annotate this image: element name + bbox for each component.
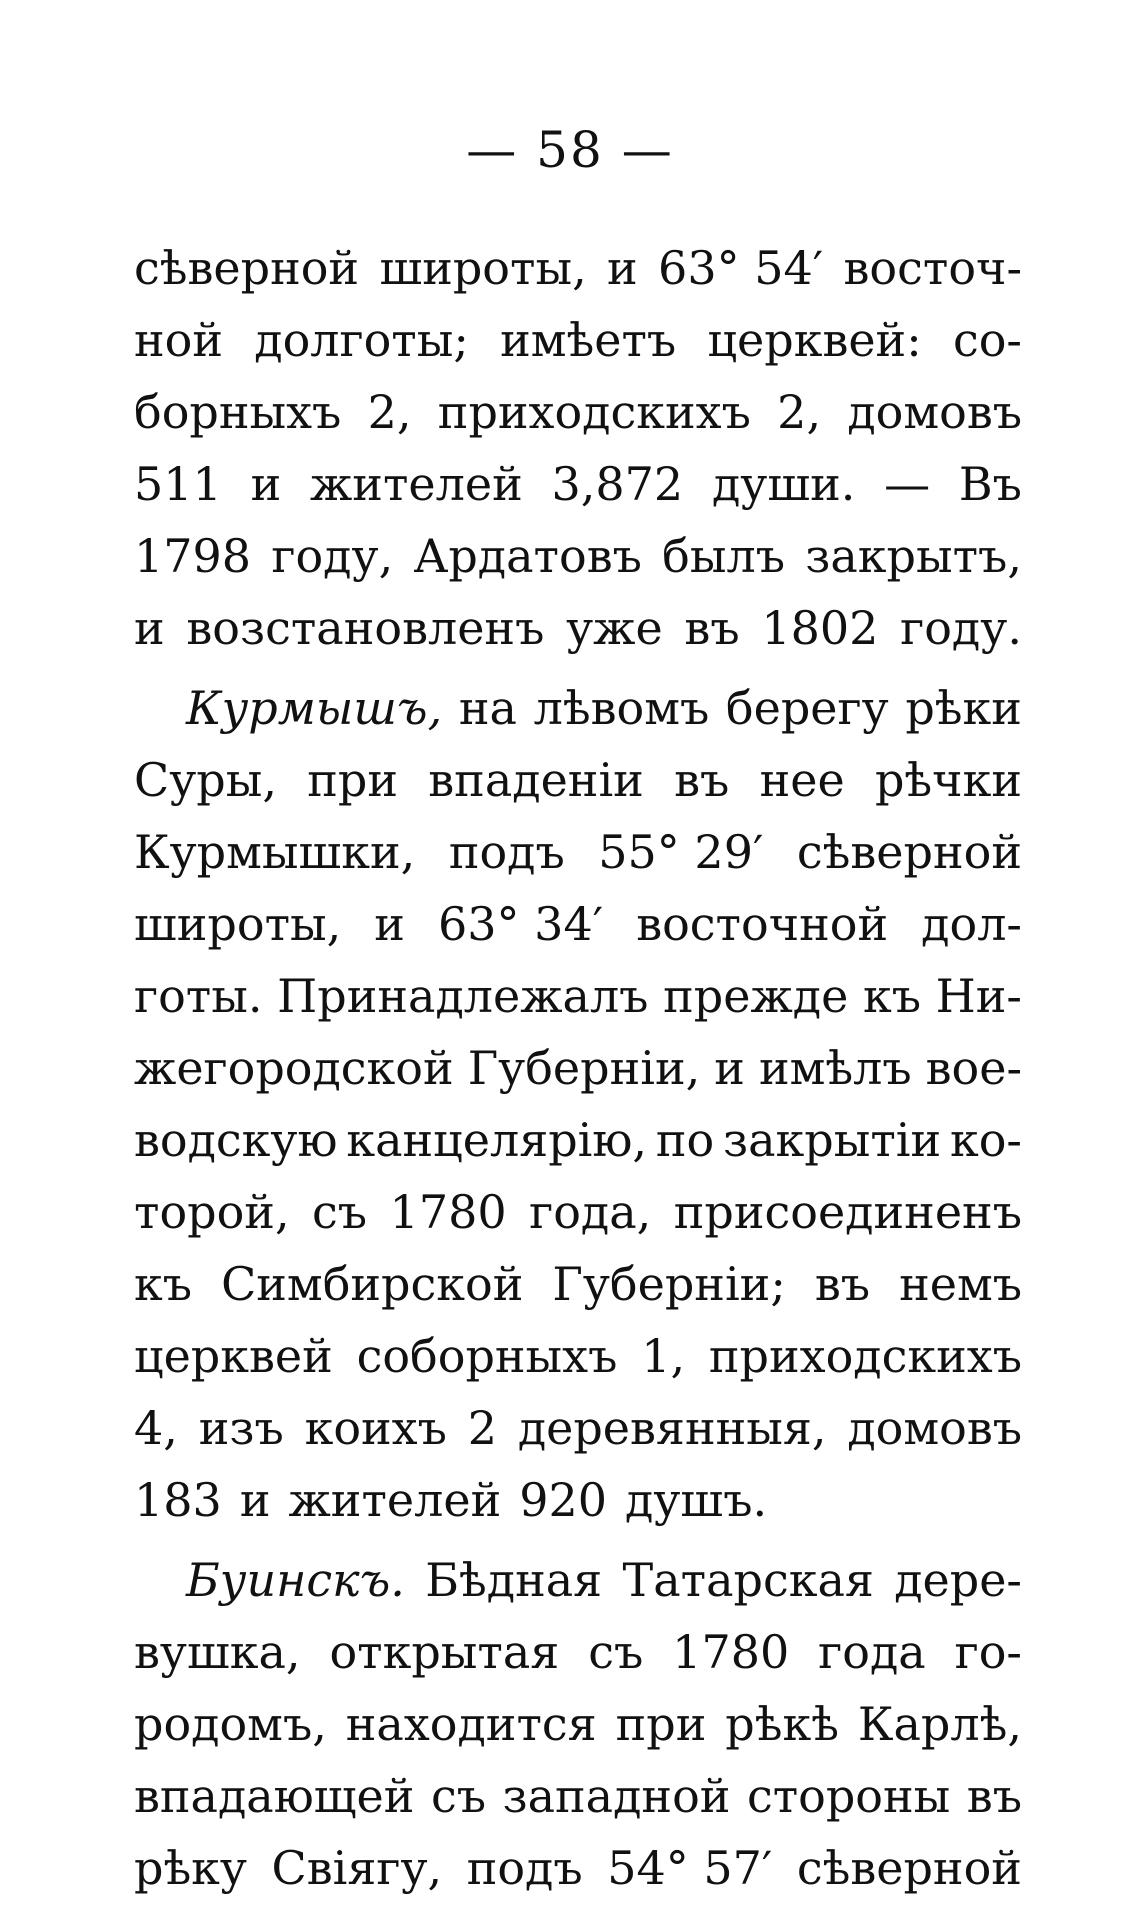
word: водскую	[134, 1113, 338, 1167]
word: впадающей	[134, 1769, 415, 1823]
word: —	[884, 457, 931, 511]
text-line	[134, 448, 1022, 520]
heading-word: Курмышъ,	[186, 681, 443, 735]
word: впаденіи	[428, 753, 644, 807]
text-line	[134, 1248, 1022, 1320]
word: 3,872	[551, 457, 684, 511]
word: находится	[345, 1697, 597, 1751]
word: Ардатовъ	[413, 529, 642, 583]
paragraph-gap	[134, 664, 1022, 672]
word: 920	[519, 1473, 608, 1527]
word: прежде	[663, 969, 849, 1023]
word: Свіягу,	[271, 1841, 443, 1895]
text-line	[134, 1616, 1022, 1688]
text-line	[134, 1320, 1022, 1392]
word: приходскихъ	[708, 1329, 1022, 1383]
text-line	[134, 816, 1022, 888]
word: долготы;	[254, 313, 469, 367]
text-line	[134, 1688, 1022, 1760]
word: года	[818, 1625, 926, 1679]
text-line	[134, 1392, 1022, 1464]
text-line	[134, 1032, 1022, 1104]
word: ной	[134, 313, 224, 367]
word: въ	[814, 1257, 871, 1311]
word: соборныхъ	[356, 1329, 618, 1383]
word: западной	[502, 1769, 731, 1823]
word: подъ	[448, 825, 565, 879]
word: борныхъ	[134, 385, 342, 439]
word: Губерніи;	[552, 1257, 786, 1311]
text-line	[134, 1104, 1022, 1176]
word: 511	[134, 457, 222, 511]
word: 63° 34′	[438, 897, 604, 951]
word: имѣетъ	[500, 313, 677, 367]
word: берегу	[725, 681, 889, 735]
word: закрытъ,	[805, 529, 1022, 583]
word: родомъ,	[134, 1697, 327, 1751]
word: Карлѣ,	[857, 1697, 1022, 1751]
word: года,	[529, 1185, 652, 1239]
word: и	[374, 897, 405, 951]
word: Ни-	[935, 969, 1022, 1023]
word: домовъ	[847, 385, 1022, 439]
text-line	[134, 1544, 1022, 1616]
word: году,	[271, 529, 394, 583]
word: нее	[759, 753, 845, 807]
word: Татарская	[622, 1553, 874, 1607]
word: жегородской	[134, 1041, 454, 1095]
word: 1780	[389, 1185, 507, 1239]
word: при	[307, 753, 398, 807]
word: и	[239, 1473, 271, 1527]
word: рѣчки	[874, 753, 1022, 807]
word: рѣкѣ	[725, 1697, 839, 1751]
word: дере-	[894, 1553, 1022, 1607]
page-number: — 58 —	[466, 121, 674, 179]
word: и	[134, 601, 165, 655]
word: въ	[674, 753, 730, 807]
word: вое-	[925, 1041, 1022, 1095]
word: 183	[134, 1473, 222, 1527]
word: широты,	[379, 241, 587, 295]
word: восточной	[636, 897, 889, 951]
word: 4,	[134, 1401, 178, 1455]
word: душъ.	[625, 1473, 768, 1527]
word: рѣки	[905, 681, 1022, 735]
word: и	[250, 457, 282, 511]
word: былъ	[662, 529, 785, 583]
word: присоединенъ	[673, 1185, 1022, 1239]
text-line	[134, 888, 1022, 960]
word: Курмышки,	[134, 825, 416, 879]
word: 55° 29′	[598, 825, 764, 879]
word: имѣлъ	[758, 1041, 912, 1095]
word: подъ	[466, 1841, 583, 1895]
word: сѣверной	[796, 1841, 1022, 1895]
word: готы.	[134, 969, 263, 1023]
word: изъ	[198, 1401, 284, 1455]
text-line	[134, 1760, 1022, 1832]
word: ко-	[949, 1113, 1022, 1167]
word: Въ	[958, 457, 1022, 511]
word: уже	[566, 601, 663, 655]
word: и	[714, 1041, 745, 1095]
word: Бѣдная	[425, 1553, 603, 1607]
word: канцелярію,	[346, 1113, 648, 1167]
body-text	[134, 232, 1022, 1904]
word: со-	[952, 313, 1022, 367]
word: Губерніи,	[467, 1041, 701, 1095]
word: въ	[966, 1769, 1022, 1823]
word: немъ	[899, 1257, 1022, 1311]
word: 1802	[761, 601, 879, 655]
word: домовъ	[847, 1401, 1022, 1455]
word: дол-	[921, 897, 1022, 951]
text-line	[134, 520, 1022, 592]
paragraph	[134, 232, 1022, 664]
word: вушка,	[134, 1625, 301, 1679]
text-line	[134, 1832, 1022, 1904]
text-line	[134, 1464, 1022, 1536]
word: стороны	[746, 1769, 951, 1823]
word: 2,	[367, 385, 412, 439]
word: 2,	[777, 385, 822, 439]
word: открытая	[329, 1625, 560, 1679]
word: въ	[684, 601, 740, 655]
word: 54° 57′	[607, 1841, 773, 1895]
word: съ	[312, 1185, 368, 1239]
heading-word: Буинскъ.	[186, 1553, 405, 1607]
word: сѣверной	[134, 241, 360, 295]
text-line	[134, 304, 1022, 376]
paragraph	[134, 1544, 1022, 1904]
word: деревянныя,	[517, 1401, 827, 1455]
text-line	[134, 232, 1022, 304]
word: 2	[467, 1401, 497, 1455]
word: году.	[900, 601, 1022, 655]
word: сѣверной	[796, 825, 1022, 879]
word: и	[607, 241, 638, 295]
word: закрытіи	[723, 1113, 942, 1167]
text-line	[134, 592, 1022, 664]
word: жителей	[288, 1473, 502, 1527]
word: къ	[862, 969, 921, 1023]
text-line	[134, 960, 1022, 1032]
word: 1780	[672, 1625, 790, 1679]
paragraph	[134, 672, 1022, 1536]
word: съ	[588, 1625, 644, 1679]
word: съ	[430, 1769, 486, 1823]
text-line	[134, 376, 1022, 448]
word: Суры,	[134, 753, 277, 807]
paragraph-gap	[134, 1536, 1022, 1544]
word: широты,	[134, 897, 342, 951]
word: 1798	[134, 529, 252, 583]
word: церквей	[134, 1329, 333, 1383]
word: Принадлежалъ	[277, 969, 649, 1023]
text-line	[134, 672, 1022, 744]
text-line	[134, 1176, 1022, 1248]
word: лѣвомъ	[533, 681, 710, 735]
word: приходскихъ	[437, 385, 751, 439]
word: коихъ	[304, 1401, 447, 1455]
word: на	[458, 681, 517, 735]
word: Симбирской	[221, 1257, 524, 1311]
word: восточ-	[843, 241, 1022, 295]
word: торой,	[134, 1185, 290, 1239]
word: 63° 54′	[658, 241, 824, 295]
word: души.	[711, 457, 856, 511]
word: при	[615, 1697, 707, 1751]
word: 1,	[641, 1329, 686, 1383]
word: го-	[954, 1625, 1022, 1679]
word: жителей	[309, 457, 523, 511]
text-line	[134, 744, 1022, 816]
word: по	[655, 1113, 715, 1167]
word: къ	[134, 1257, 193, 1311]
word: возстановленъ	[186, 601, 545, 655]
word: рѣку	[134, 1841, 248, 1895]
word: церквей:	[707, 313, 922, 367]
